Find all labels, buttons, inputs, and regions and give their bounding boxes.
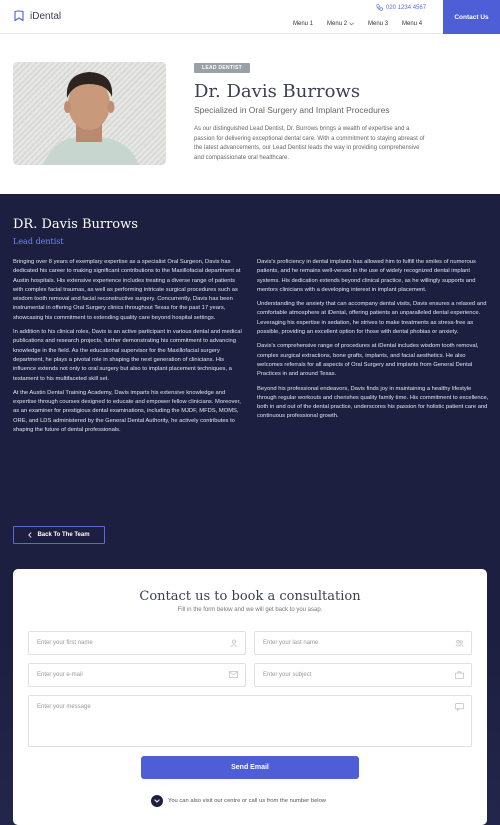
doctor-specialization: Specialized in Oral Surgery and Implant Procedures xyxy=(194,105,390,115)
visit-note xyxy=(151,795,326,807)
last-name-input[interactable] xyxy=(254,631,472,655)
profile-hero xyxy=(0,34,500,194)
nav-menu-4[interactable]: Menu 4 xyxy=(402,21,423,27)
doctor-name: Dr. Davis Burrows xyxy=(194,81,361,102)
site-header xyxy=(0,0,500,34)
chevron-left-icon xyxy=(28,532,32,538)
role-badge: LEAD DENTIST xyxy=(194,63,250,73)
email-placeholder: Enter your e-mail xyxy=(37,672,83,678)
first-name-input[interactable] xyxy=(28,631,246,655)
bio-paragraph: Beyond his professional endeavors, Davis finds joy in maintaining a healthy lifestyle through regular workouts and cherishes quality family time. His commitment to excellence, both in and out of the dental practice, underscores his passion for holistic patient care and continuous professional growth. xyxy=(257,385,489,420)
user-icon xyxy=(230,639,238,647)
send-email-button[interactable]: Send Email xyxy=(141,756,359,779)
visit-toggle[interactable] xyxy=(151,795,163,807)
contact-form-card xyxy=(13,569,487,825)
tooth-logo-icon xyxy=(13,10,25,22)
portrait-illustration-icon xyxy=(13,62,166,165)
nav-menu-2[interactable] xyxy=(327,21,354,27)
bio-paragraph: Davis's comprehensive range of procedures at iDental includes wisdom tooth removal, complex surgical extractions, bone grafts, implants, and facial aesthetics. He also welcomes referrals for all aspects of Oral Surgery and implants from General Dental Practices in and around Texas. xyxy=(257,343,479,378)
bio-column-left xyxy=(13,258,246,440)
subject-input[interactable] xyxy=(254,663,472,687)
phone-number: 020 1234 4567 xyxy=(386,4,427,11)
bio-paragraph: Bringing over 8 years of exemplary expertise as a specialist Oral Surgeon, Davis has dedicated his career to making significant contributions to the Maxillofacial department at Austin hospitals. His extensive experience includes treating a diverse range of patients with complex facial traumas, as well as performing intricate surgical procedures such as wisdom tooth removal and facial reconstructive surgery. Concurrently, Davis has been instrumental in offering Oral Surgery clinics throughout Texas for the past 17 years, showcasing his commitment to extending quality care beyond hospital settings. xyxy=(13,259,241,321)
bio-paragraph: In addition to his clinical roles, Davis is an active participant in various dental and medical publications and research projects, further demonstrating his commitment to advancing knowledge in the field. As the educational supervisor for the Maxillofacial surgery department, he plays a pivotal role in shaping the next generation of clinicians. His influence extends not only to oral surgery but also to implant placement techniques, a testament to his multifaceted skill set. xyxy=(13,329,242,382)
logo[interactable] xyxy=(13,10,61,22)
envelope-icon xyxy=(229,671,238,678)
contact-us-button[interactable]: Contact Us xyxy=(443,0,500,34)
message-icon xyxy=(455,703,464,711)
message-textarea[interactable] xyxy=(28,695,472,747)
visit-text: You can also visit our centre or call us from the number below xyxy=(168,798,326,804)
biography-section xyxy=(0,194,500,569)
briefcase-icon xyxy=(455,671,464,679)
chevron-down-icon xyxy=(154,799,160,803)
bio-paragraph: Davis's proficiency in dental implants has allowed him to fulfill the smiles of numerous patients, and he remains well-versed in the use of widely recognized dental implant systems. His dedication extends beyond clinical practice, as he willingly supports and mentors clinicians with a developing interest in implant placement. xyxy=(257,259,476,293)
last-name-placeholder: Enter your last name xyxy=(263,640,319,646)
nav-menu-3[interactable]: Menu 3 xyxy=(368,21,389,27)
bio-paragraph: Understanding the anxiety that can accompany dental visits, Davis ensures a relaxed and comfortable atmosphere at iDental, offering patients an unparalleled dental experience. Leveraging his expertise in sedation, he strives to make treatments as stress-free as possible, providing an excellent option for those with dental phobias or anxiety. xyxy=(257,301,487,336)
bio-paragraph: At the Austin Dental Training Academy, Davis imparts his extensive knowledge and expertise through courses designed to educate and empower fellow clinicians. Moreover, as an examiner for prestigious dental examinations, including the MJDF, MFDS, MOMS, ORE, and LDS administered by the General Dental Authority, he actively contributes to shaping the future of dental professionals. xyxy=(13,389,241,434)
chevron-down-icon xyxy=(349,22,354,26)
nav-menu-1[interactable]: Menu 1 xyxy=(293,21,314,27)
bio-column-right xyxy=(257,258,490,427)
doctor-portrait xyxy=(13,62,166,165)
contact-subtitle: Fill in the form below and we will get back to you asap. xyxy=(177,607,323,613)
users-icon xyxy=(455,639,464,647)
first-name-placeholder: Enter your first name xyxy=(37,640,93,646)
phone-icon xyxy=(376,4,383,11)
back-to-team-button[interactable] xyxy=(13,526,105,544)
bio-heading: DR. Davis Burrows xyxy=(13,217,138,232)
phone-link[interactable] xyxy=(376,4,426,11)
nav-menu-2-label: Menu 2 xyxy=(327,21,348,27)
back-to-team-label: Back To The Team xyxy=(37,532,90,538)
doctor-summary: As our distinguished Lead Dentist, Dr. Burrows brings a wealth of expertise and a passion for delivering exceptional dental care. With a commitment to staying abreast of the latest advancements, our Lead Dentist leads the way in providing comprehensive and compassionate oral healthcare. xyxy=(194,126,425,162)
bio-role: Lead dentist xyxy=(13,237,64,246)
email-input[interactable] xyxy=(28,663,246,687)
logo-text: iDental xyxy=(30,10,62,22)
contact-title: Contact us to book a consultation xyxy=(139,589,361,604)
main-nav xyxy=(293,21,422,27)
message-placeholder: Enter your message xyxy=(37,704,91,710)
subject-placeholder: Enter your subject xyxy=(263,672,312,678)
